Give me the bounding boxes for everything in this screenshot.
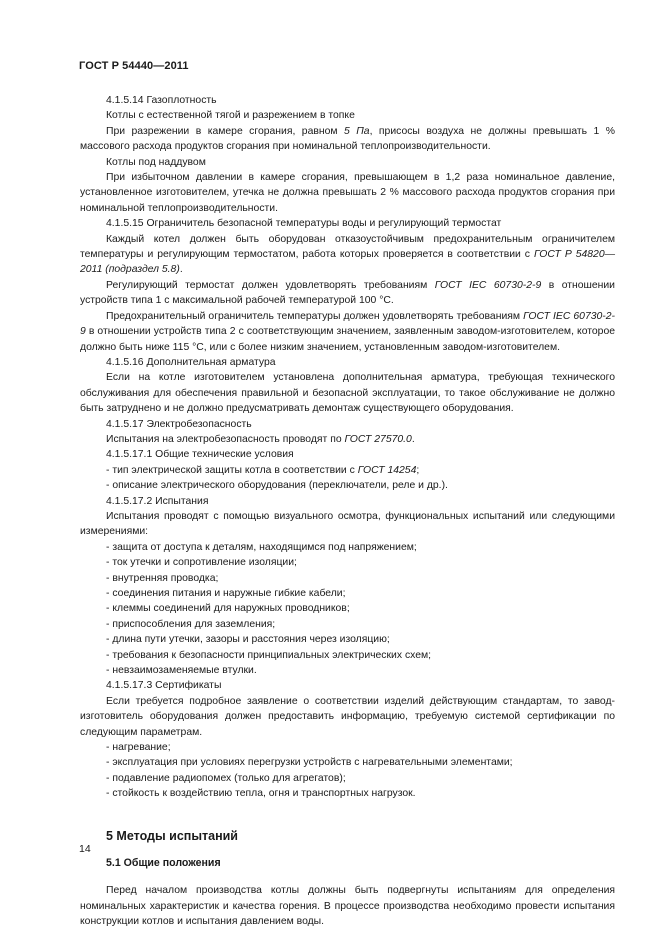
clause-heading: 4.1.5.16 Дополнительная арматура: [106, 356, 276, 368]
clause-paragraph: Предохранительный ограничитель температуры должен удовлетворять требованиям ГОСТ IEC 60730-2-9 в отношении устройств типа 2 с соответствующим значением, заявленным заводом-изготовителем, которое должно быть ниже 115 °С, или с более низким значением, установленным заводом-изготовителем.: [80, 310, 615, 353]
clause-paragraph: Каждый котел должен быть оборудован отказоустойчивым предохранительным ограничителем температуры и регулирующим термостатом, работа которых проверяется в соответствии с ГОСТ Р 54820—2011 (подраздел 5.8).: [80, 233, 615, 276]
list-item: - приспособления для заземления;: [106, 618, 276, 630]
clause-heading: 4.1.5.15 Ограничитель безопасной температуры воды и регулирующий термостат: [106, 218, 502, 230]
clause-heading: 4.1.5.17.2 Испытания: [106, 495, 209, 507]
list-item: - длина пути утечки, зазоры и расстояния через изоляцию;: [106, 634, 390, 646]
clause-paragraph: Если требуется подробное заявление о соответствии изделий действующим стандартам, то завод-изготовитель оборудования должен предоставить информацию, требуемую системой сертификации по следующим параметрам.: [80, 695, 615, 738]
list-item: - стойкость к воздействию тепла, огня и транспортных нагрузок.: [106, 788, 416, 800]
clause-subheading: Котлы под наддувом: [106, 156, 206, 168]
list-item: - подавление радиопомех (только для агрегатов);: [106, 772, 346, 784]
list-item: - невзаимозаменяемые втулки.: [106, 665, 257, 677]
section-title: 5 Методы испытаний: [106, 828, 238, 843]
page-body: [80, 93, 615, 929]
section-paragraph: Перед началом производства котлы должны быть подвергнуты испытаниям для определения номинальных характеристик и качества горения. В процессе производства необходимо провести испытания конструкции котлов и испытания давлением воды.: [80, 885, 615, 927]
clause-paragraph: Если на котле изготовителем установлена дополнительная арматура, требующая технического обслуживания для обеспечения правильной и безопасной эксплуатации, то такое обслуживание не должно быть затруднено и не должно предусматривать демонтаж существующего оборудования.: [80, 372, 615, 415]
clause-paragraph: Регулирующий термостат должен удовлетворять требованиям ГОСТ IEC 60730-2-9 в отношении устройств типа 1 с максимальной рабочей температурой 100 °С.: [80, 279, 615, 307]
list-item: - описание электрического оборудования (переключатели, реле и др.).: [106, 480, 448, 492]
clause-paragraph: Испытания проводят с помощью визуального осмотра, функциональных испытаний или следующими измерениями:: [80, 510, 615, 538]
list-item: - соединения питания и наружные гибкие кабели;: [106, 588, 346, 599]
list-item: - нагревание;: [106, 742, 171, 754]
list-item: - внутренняя проводка;: [106, 572, 219, 584]
document-code-header: ГОСТ Р 54440—2011: [79, 60, 189, 72]
clause-paragraph: При избыточном давлении в камере сгорания, превышающем в 1,2 раза номинальное давление, установленное изготовителем, утечка не должна превышать 2 % массового расхода продуктов сгорания при номинальной теплопроизводительности.: [80, 172, 615, 214]
clause-paragraph: При разрежении в камере сгорания, равном 5 Па, присосы воздуха не должны превышать 1 % массового расхода продуктов сгорания при номинальной теплопроизводительности.: [80, 125, 615, 153]
list-item: - требования к безопасности принципиальных электрических схем;: [106, 649, 432, 661]
list-item: - тип электрической защиты котла в соответствии с ГОСТ 14254;: [106, 464, 420, 476]
clause-paragraph: Испытания на электробезопасность проводят по ГОСТ 27570.0.: [106, 433, 415, 445]
list-item: - защита от доступа к деталям, находящимся под напряжением;: [106, 541, 417, 553]
subsection-title: 5.1 Общие положения: [106, 856, 221, 869]
clause-subheading: Котлы с естественной тягой и разрежением в топке: [106, 110, 355, 122]
clause-heading: 4.1.5.17 Электробезопасность: [106, 418, 252, 430]
list-item: - ток утечки и сопротивление изоляции;: [106, 557, 297, 569]
list-item: - эксплуатация при условиях перегрузки устройств с нагревательными элементами;: [106, 757, 513, 769]
clause-heading: 4.1.5.17.1 Общие технические условия: [106, 449, 294, 461]
list-item: - клеммы соединений для наружных проводников;: [106, 603, 350, 615]
clause-heading: 4.1.5.14 Газоплотность: [106, 95, 217, 106]
page-number: 14: [79, 843, 91, 855]
clause-heading: 4.1.5.17.3 Сертификаты: [106, 680, 222, 692]
